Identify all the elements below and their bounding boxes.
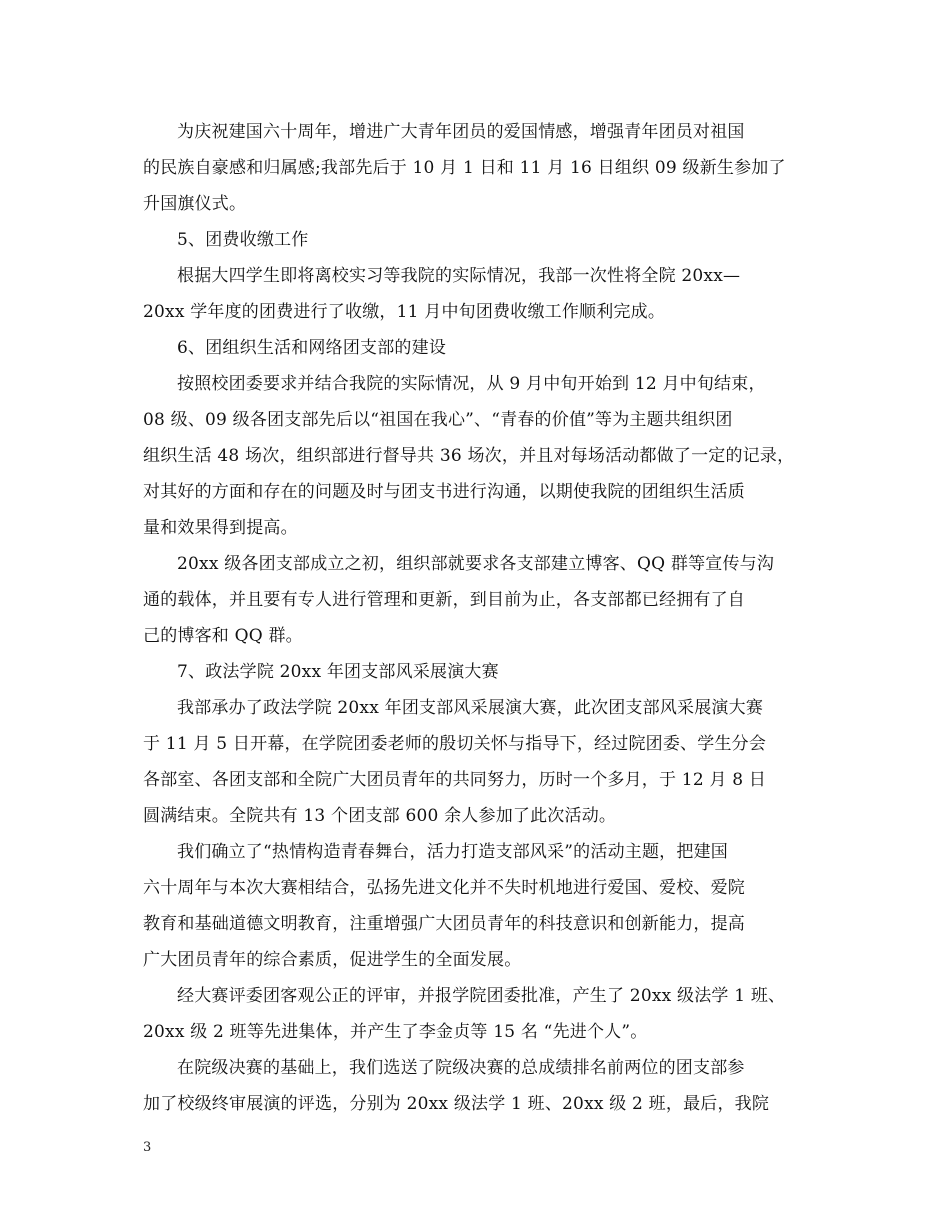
paragraph-line: 我们确立了“热情构造青春舞台，活力打造支部风采”的活动主题，把建国: [177, 842, 728, 862]
paragraph-line: 按照校团委要求并结合我院的实际情况，从 9 月中旬开始到 12 月中旬结束，: [177, 374, 766, 394]
paragraph-line: 于 11 月 5 日开幕，在学院团委老师的殷切关怀与指导下，经过院团委、学生分会: [143, 734, 767, 754]
section-heading: 7、政法学院 20xx 年团支部风采展演大赛: [177, 662, 499, 682]
paragraph-line: 根据大四学生即将离校实习等我院的实际情况，我部一次性将全院 20xx—: [177, 266, 741, 286]
paragraph-line: 六十周年与本次大赛相结合，弘扬先进文化并不失时机地进行爱国、爱校、爱院: [143, 878, 745, 898]
paragraph-line: 20xx 学年度的团费进行了收缴，11 月中旬团费收缴工作顺利完成。: [143, 302, 666, 322]
paragraph-line: 20xx 级 2 班等先进集体，并产生了李金贞等 15 名 “先进个人”。: [143, 1022, 648, 1042]
paragraph-line: 升国旗仪式。: [143, 194, 247, 214]
paragraph-line: 圆满结束。全院共有 13 个团支部 600 余人参加了此次活动。: [143, 806, 617, 826]
paragraph-line: 广大团员青年的综合素质，促进学生的全面发展。: [143, 950, 522, 970]
paragraph-line: 加了校级终审展演的评选，分别为 20xx 级法学 1 班、20xx 级 2 班，最后，我院: [143, 1094, 770, 1114]
paragraph-line: 量和效果得到提高。: [143, 518, 298, 538]
paragraph-line: 的民族自豪感和归属感;我部先后于 10 月 1 日和 11 月 16 日组织 09 级新生参加了: [143, 158, 786, 178]
paragraph-line: 20xx 级各团支部成立之初，组织部就要求各支部建立博客、QQ 群等宣传与沟: [177, 554, 775, 574]
paragraph-line: 在院级决赛的基础上，我们选送了院级决赛的总成绩排名前两位的团支部参: [177, 1058, 745, 1078]
paragraph-line: 教育和基础道德文明教育，注重增强广大团员青年的科技意识和创新能力，提高: [143, 914, 745, 934]
paragraph-line: 己的博客和 QQ 群。: [143, 626, 303, 646]
section-heading: 6、团组织生活和网络团支部的建设: [177, 338, 447, 358]
paragraph-line: 各部室、各团支部和全院广大团员青年的共同努力，历时一个多月，于 12 月 8 日: [143, 770, 767, 790]
paragraph-line: 对其好的方面和存在的问题及时与团支书进行沟通，以期使我院的团组织生活质: [143, 482, 745, 502]
section-heading: 5、团费收缴工作: [177, 230, 309, 250]
paragraph-line: 组织生活 48 场次，组织部进行督导共 36 场次，并且对每场活动都做了一定的记录，: [143, 446, 795, 466]
paragraph-line: 我部承办了政法学院 20xx 年团支部风采展演大赛，此次团支部风采展演大赛: [177, 698, 764, 718]
page-number: 3: [143, 1140, 152, 1155]
paragraph-line: 经大赛评委团客观公正的评审，并报学院团委批准，产生了 20xx 级法学 1 班、: [177, 986, 786, 1006]
paragraph-line: 08 级、09 级各团支部先后以“祖国在我心”、“青春的价值”等为主题共组织团: [143, 410, 733, 430]
paragraph-line: 为庆祝建国六十周年，增进广大青年团员的爱国情感，增强青年团员对祖国: [177, 122, 745, 142]
paragraph-line: 通的载体，并且要有专人进行管理和更新，到目前为止，各支部都已经拥有了自: [143, 590, 745, 610]
